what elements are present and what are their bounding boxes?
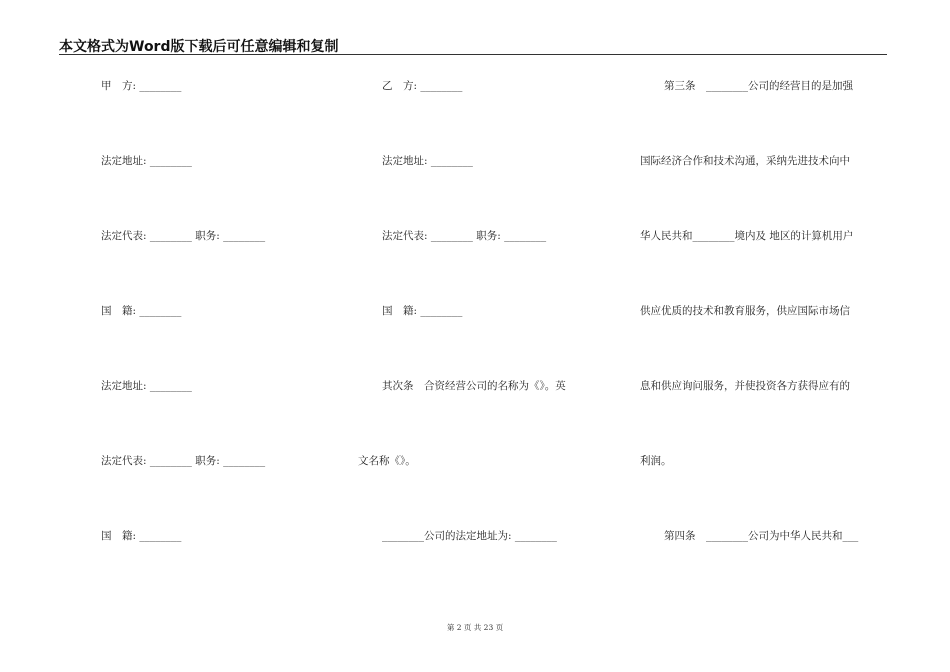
party-a-address: 法定地址: ________ [101,155,192,167]
article-3-text-4: 息和供应询问服务，并使投资各方获得应有的 [640,380,850,392]
party-b-address: 法定地址: ________ [382,155,473,167]
page-header [59,34,887,55]
company-address-line: ________公司的法定地址为: ________ [382,530,557,542]
party-b-nationality: 国 籍: ________ [382,305,463,317]
article-4-heading: 第四条 ________公司为中华人民共和___ [664,530,859,542]
party-a-nationality: 国 籍: ________ [101,305,182,317]
party-a-representative-2: 法定代表: ________ 职务: ________ [101,455,266,467]
party-a-nationality-2: 国 籍: ________ [101,530,182,542]
article-3-heading: 第三条 ________公司的经营目的是加强 [664,80,853,92]
party-b-representative: 法定代表: ________ 职务: ________ [382,230,547,242]
article-2-text: 其次条 合资经营公司的名称为《》。英 [382,380,566,392]
article-3-text-2: 华人民共和________境内及 地区的计算机用户 [640,230,854,242]
party-b-name: 乙 方: ________ [382,80,463,92]
party-a-name: 甲 方: ________ [101,80,182,92]
party-a-address-2: 法定地址: ________ [101,380,192,392]
header-title: 本文格式为Word版下载后可任意编辑和复制 [59,39,339,55]
article-2-text-cont: 文名称《》。 [358,455,416,467]
article-3-text-3: 供应优质的技术和教育服务，供应国际市场信 [640,305,850,317]
article-3-text-5: 利润。 [640,455,672,467]
page-number: 第 2 页 共 23 页 [446,623,504,632]
party-a-representative: 法定代表: ________ 职务: ________ [101,230,266,242]
article-3-text-1: 国际经济合作和技术沟通，采纳先进技术向中 [640,155,850,167]
